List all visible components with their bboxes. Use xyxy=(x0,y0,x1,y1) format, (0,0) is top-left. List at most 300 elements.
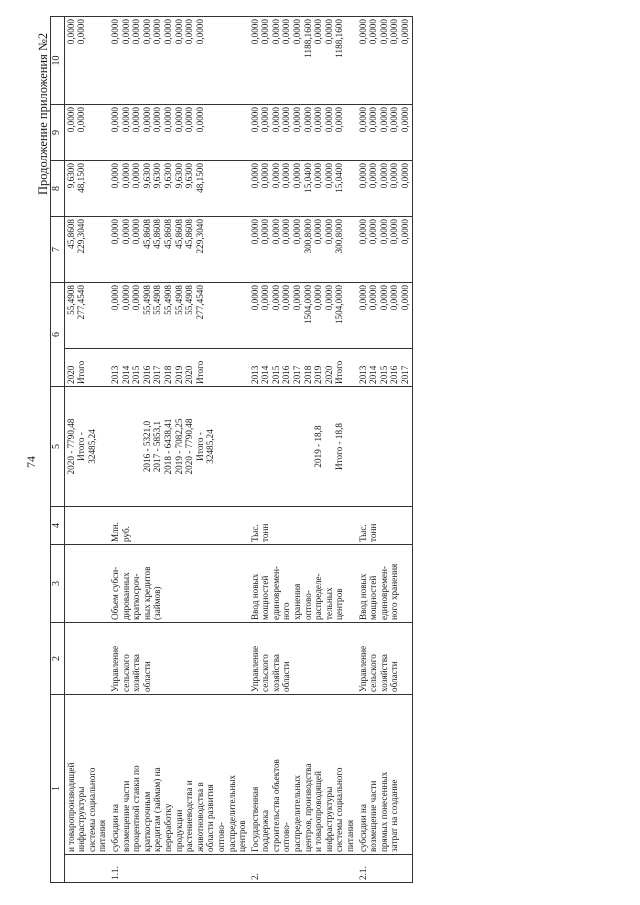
regional-budget-line: 15,0400 xyxy=(334,163,345,193)
indicator-values-line xyxy=(303,389,314,504)
extra-budget-line: 0,0000 xyxy=(162,19,173,45)
row-number-cell: 2. xyxy=(249,855,357,883)
total-funding-line: 1504,0000 xyxy=(302,285,313,325)
years-line: 2017 xyxy=(152,365,163,384)
table-row xyxy=(109,17,249,883)
regional-budget-cell xyxy=(109,161,249,217)
header-cell-3: 3 xyxy=(51,545,65,623)
unit-line: Тыс. xyxy=(357,524,368,542)
header-row xyxy=(51,17,65,883)
header-cell-2: 2 xyxy=(51,623,65,695)
description-line: субсидии на xyxy=(109,804,120,852)
indicator-line: Ввод новых xyxy=(357,573,368,620)
cont-col1-line: и товаропроизводящей xyxy=(65,762,76,852)
local-budget-line: 0,0000 xyxy=(313,107,324,133)
indicator-line: краткосроч- xyxy=(131,573,142,620)
description-line: процентной ставки по xyxy=(131,765,142,852)
extra-budget-line: 0,0000 xyxy=(109,19,120,45)
total-funding-line: 0,0000 xyxy=(260,285,271,311)
extra-budget-line: 0,0000 xyxy=(357,19,368,45)
cont-col1-line: инфраструктуры xyxy=(76,786,87,852)
local-budget-cell xyxy=(357,105,412,161)
indicator-line: Ввод новых xyxy=(249,573,260,620)
responsible-cell xyxy=(109,623,249,695)
regional-budget-line: 15,0400 xyxy=(302,163,313,193)
indicator-values-line xyxy=(271,389,282,504)
federal-budget-line: 0,0000 xyxy=(292,219,303,245)
years-line: 2018 xyxy=(162,365,173,384)
cont-c7-val: 45,8608 xyxy=(65,219,76,249)
continuation-row xyxy=(64,17,109,883)
cont-col5 xyxy=(64,387,109,507)
description-line: оптово- xyxy=(281,822,292,852)
description-line: продукции xyxy=(173,809,184,852)
cont-years xyxy=(64,349,109,387)
extra-budget-line: 0,0000 xyxy=(389,19,400,45)
federal-budget-line: 45,8608 xyxy=(162,219,173,249)
indicator-line: оптово- xyxy=(302,590,313,620)
years-line: Итого xyxy=(194,360,205,384)
years-line: 2013 xyxy=(109,365,120,384)
description-line: системы социального xyxy=(334,767,345,852)
federal-budget-line: 0,0000 xyxy=(270,219,281,245)
total-funding-line: 1504,0000 xyxy=(334,285,345,325)
indicator-values-line: 2016 - 5321,0 xyxy=(141,420,152,473)
cont-c9-val: 0,0000 xyxy=(76,107,87,133)
local-budget-line: 0,0000 xyxy=(184,107,195,133)
description-cell xyxy=(249,695,357,855)
unit-line: тонн xyxy=(260,523,271,542)
indicator-values-line: 2020 - 7790,48 xyxy=(184,418,195,475)
regional-budget-line: 0,0000 xyxy=(357,163,368,189)
local-budget-line: 0,0000 xyxy=(334,107,345,133)
cont-num xyxy=(64,855,109,883)
local-budget-line: 0,0000 xyxy=(141,107,152,133)
regional-budget-line: 0,0000 xyxy=(368,163,379,189)
total-funding-line: 0,0000 xyxy=(313,285,324,311)
cont-col5-line: Итого - xyxy=(76,432,87,461)
unit-cell xyxy=(357,507,412,545)
indicator-line: Объем субси- xyxy=(109,566,120,620)
responsible-line: области xyxy=(281,661,292,692)
years-line: 2014 xyxy=(368,365,379,384)
appendix-table xyxy=(50,16,413,883)
indicator-cell xyxy=(249,545,357,623)
regional-budget-line: 0,0000 xyxy=(270,163,281,189)
responsible-line: хозяйства xyxy=(131,654,142,692)
total-funding-line: 0,0000 xyxy=(292,285,303,311)
header-cell-1: 1 xyxy=(51,695,65,883)
total-funding-line: 0,0000 xyxy=(389,285,400,311)
cont-col5-line: 2020 - 7790,48 xyxy=(65,418,76,475)
total-funding-line: 0,0000 xyxy=(270,285,281,311)
description-line: строительства объектов xyxy=(270,759,281,852)
years-line: 2016 xyxy=(389,365,400,384)
responsible-line: сельского xyxy=(120,654,131,692)
cont-c6-val: 277,4540 xyxy=(76,285,87,320)
extra-budget-cell xyxy=(109,17,249,105)
description-line: центров xyxy=(237,820,248,852)
page-number: 74 xyxy=(24,456,38,468)
unit-line: Млн. xyxy=(109,522,120,542)
description-line: животноводства в xyxy=(194,782,205,852)
regional-budget-line: 0,0000 xyxy=(109,163,120,189)
federal-budget-line: 0,0000 xyxy=(131,219,142,245)
indicator-values-line: 2019 - 7082,25 xyxy=(173,418,184,475)
description-line: растениеводства и xyxy=(184,780,195,852)
regional-budget-line: 0,0000 xyxy=(389,163,400,189)
header-cell-4: 4 xyxy=(51,507,65,545)
header-cell-7: 7 xyxy=(51,217,65,283)
unit-cell xyxy=(249,507,357,545)
years-line: 2015 xyxy=(131,365,142,384)
indicator-line: дированных xyxy=(120,572,131,620)
total-funding-line: 55,4908 xyxy=(152,285,163,315)
responsible-line: области xyxy=(141,661,152,692)
total-funding-line: 55,4908 xyxy=(141,285,152,315)
description-line: поддержка xyxy=(260,809,271,852)
cont-c9 xyxy=(64,105,109,161)
federal-budget-line: 0,0000 xyxy=(120,219,131,245)
description-line: затрат на создание xyxy=(389,779,400,852)
responsible-line: хозяйства xyxy=(270,654,281,692)
years-line: 2015 xyxy=(270,365,281,384)
total-funding-line: 55,4908 xyxy=(162,285,173,315)
description-line: центров, производства xyxy=(302,763,313,852)
federal-budget-line: 0,0000 xyxy=(249,219,260,245)
regional-budget-line: 0,0000 xyxy=(131,163,142,189)
description-line: области развития xyxy=(205,784,216,852)
header-cell-6: 6 xyxy=(51,283,65,387)
local-budget-line: 0,0000 xyxy=(323,107,334,133)
federal-budget-line: 45,8608 xyxy=(152,219,163,249)
description-line: инфраструктуры xyxy=(323,786,334,852)
federal-budget-line: 45,8608 xyxy=(141,219,152,249)
local-budget-line: 0,0000 xyxy=(131,107,142,133)
extra-budget-line: 0,0000 xyxy=(194,19,205,45)
regional-budget-line: 0,0000 xyxy=(120,163,131,189)
years-line: 2013 xyxy=(249,365,260,384)
indicator-line: мощностей xyxy=(260,575,271,620)
cont-c10-val: 0,0000 xyxy=(65,19,76,45)
description-cell xyxy=(357,695,412,855)
responsible-cell xyxy=(357,623,412,695)
regional-budget-line: 9,6300 xyxy=(184,163,195,189)
local-budget-line: 0,0000 xyxy=(378,107,389,133)
indicator-line: хранения xyxy=(292,583,303,620)
federal-budget-line: 0,0000 xyxy=(378,219,389,245)
regional-budget-line: 0,0000 xyxy=(281,163,292,189)
federal-budget-line: 0,0000 xyxy=(260,219,271,245)
years-line: 2013 xyxy=(357,365,368,384)
cont-c9-val: 0,0000 xyxy=(65,107,76,133)
extra-budget-line: 0,0000 xyxy=(281,19,292,45)
indicator-line: ных кредитов xyxy=(141,566,152,620)
federal-budget-cell xyxy=(109,217,249,283)
extra-budget-line: 0,0000 xyxy=(260,19,271,45)
regional-budget-line: 0,0000 xyxy=(378,163,389,189)
federal-budget-line: 45,8608 xyxy=(184,219,195,249)
description-line: распределительных xyxy=(292,774,303,852)
indicator-values-line: 2018 - 6438,41 xyxy=(162,418,173,475)
local-budget-line: 0,0000 xyxy=(109,107,120,133)
cont-c10 xyxy=(64,17,109,105)
extra-budget-line: 0,0000 xyxy=(270,19,281,45)
regional-budget-line: 48,1500 xyxy=(194,163,205,193)
indicator-values-cell xyxy=(249,387,357,507)
federal-budget-cell xyxy=(249,217,357,283)
extra-budget-line: 0,0000 xyxy=(323,19,334,45)
description-line: распределительных xyxy=(226,774,237,852)
years-line: 2018 xyxy=(302,365,313,384)
extra-budget-line: 0,0000 xyxy=(378,19,389,45)
description-line: субсидии на xyxy=(357,804,368,852)
total-funding-line: 0,0000 xyxy=(323,285,334,311)
cont-c7-val: 229,3040 xyxy=(76,219,87,254)
cont-c8 xyxy=(64,161,109,217)
local-budget-line: 0,0000 xyxy=(389,107,400,133)
total-funding-line: 0,0000 xyxy=(368,285,379,311)
years-line: 2015 xyxy=(378,365,389,384)
indicator-values-line xyxy=(260,389,271,504)
responsible-line: сельского xyxy=(368,654,379,692)
total-funding-line: 55,4908 xyxy=(184,285,195,315)
local-budget-line: 0,0000 xyxy=(357,107,368,133)
indicator-values-line xyxy=(324,389,335,504)
local-budget-line: 0,0000 xyxy=(302,107,313,133)
description-line: возмещение части xyxy=(120,780,131,852)
header-cell-5: 5 xyxy=(51,387,65,507)
indicator-line: тельных xyxy=(323,587,334,620)
years-line: 2014 xyxy=(120,365,131,384)
indicator-line: (займов) xyxy=(152,586,163,620)
indicator-line: распределе- xyxy=(313,573,324,620)
total-funding-line: 55,4908 xyxy=(173,285,184,315)
description-line: возмещение части xyxy=(368,780,379,852)
cont-col4 xyxy=(64,507,109,545)
extra-budget-line: 0,0000 xyxy=(249,19,260,45)
federal-budget-line: 300,8000 xyxy=(302,219,313,254)
responsible-cell xyxy=(249,623,357,695)
regional-budget-line: 0,0000 xyxy=(313,163,324,189)
unit-line: Тыс. xyxy=(249,524,260,542)
regional-budget-line: 0,0000 xyxy=(292,163,303,189)
cont-col2 xyxy=(64,623,109,695)
years-cell xyxy=(357,349,412,387)
regional-budget-line: 0,0000 xyxy=(249,163,260,189)
local-budget-line: 0,0000 xyxy=(281,107,292,133)
extra-budget-line: 0,0000 xyxy=(368,19,379,45)
years-line: 2016 xyxy=(141,365,152,384)
federal-budget-line: 0,0000 xyxy=(281,219,292,245)
indicator-values-line xyxy=(131,389,142,504)
indicator-values-line: Итого - 18,8 xyxy=(334,423,345,470)
federal-budget-line: 0,0000 xyxy=(323,219,334,245)
description-line: краткосрочным xyxy=(141,791,152,852)
extra-budget-line: 0,0000 xyxy=(292,19,303,45)
indicator-values-line: 2017 - 5853,1 xyxy=(152,420,163,473)
extra-budget-line: 0,0000 xyxy=(141,19,152,45)
unit-line: тонн xyxy=(368,523,379,542)
indicator-values-line: 32485,24 xyxy=(205,429,216,464)
cont-c6-val: 55,4908 xyxy=(65,285,76,315)
years-line: 2019 xyxy=(173,365,184,384)
cont-c7 xyxy=(64,217,109,283)
description-line: переработку xyxy=(162,803,173,852)
federal-budget-line: 45,8608 xyxy=(173,219,184,249)
total-funding-line: 0,0000 xyxy=(109,285,120,311)
total-funding-cell xyxy=(357,283,412,349)
local-budget-line: 0,0000 xyxy=(292,107,303,133)
local-budget-line: 0,0000 xyxy=(400,107,410,133)
cont-c10-val: 0,0000 xyxy=(76,19,87,45)
local-budget-line: 0,0000 xyxy=(194,107,205,133)
total-funding-line: 0,0000 xyxy=(131,285,142,311)
indicator-values-line: Итого - xyxy=(194,432,205,461)
federal-budget-line: 229,3040 xyxy=(194,219,205,254)
years-line: 2020 xyxy=(184,365,195,384)
table-body xyxy=(51,17,413,883)
indicator-values-line xyxy=(250,389,261,504)
unit-cell xyxy=(109,507,249,545)
extra-budget-line: 0,0000 xyxy=(120,19,131,45)
cont-col1 xyxy=(64,695,109,855)
total-funding-line: 0,0000 xyxy=(357,285,368,311)
header-cell-10: 10 xyxy=(51,17,65,105)
responsible-line: области xyxy=(389,661,400,692)
federal-budget-line: 0,0000 xyxy=(357,219,368,245)
indicator-line: мощностей xyxy=(368,575,379,620)
regional-budget-cell xyxy=(249,161,357,217)
local-budget-cell xyxy=(109,105,249,161)
indicator-line: единовремен- xyxy=(270,566,281,620)
indicator-values-line xyxy=(121,389,132,504)
years-line: 2014 xyxy=(260,365,271,384)
indicator-line: единовремен- xyxy=(378,566,389,620)
indicator-values-line xyxy=(110,389,121,504)
years-cell xyxy=(109,349,249,387)
description-cell xyxy=(109,695,249,855)
extra-budget-cell xyxy=(357,17,412,105)
extra-budget-line: 0,0000 xyxy=(173,19,184,45)
regional-budget-cell xyxy=(357,161,412,217)
cont-year: Итого xyxy=(76,360,87,384)
extra-budget-line: 0,0000 xyxy=(184,19,195,45)
indicator-values-line xyxy=(281,389,292,504)
regional-budget-line: 9,6300 xyxy=(141,163,152,189)
description-line: оптово- xyxy=(215,822,226,852)
cont-c8-val: 9,6300 xyxy=(65,163,76,189)
indicator-values-cell xyxy=(357,387,412,507)
years-line: 2020 xyxy=(323,365,334,384)
indicator-line: центров xyxy=(334,588,345,620)
federal-budget-line: 0,0000 xyxy=(109,219,120,245)
federal-budget-line: 0,0000 xyxy=(400,219,410,245)
years-line: 2016 xyxy=(281,365,292,384)
years-line: 2017 xyxy=(400,365,410,384)
header-cell-8: 8 xyxy=(51,161,65,217)
regional-budget-line: 9,6300 xyxy=(173,163,184,189)
description-line: Государственная xyxy=(249,786,260,852)
row-number-cell: 2.1. xyxy=(357,855,412,883)
indicator-line: ного хранения xyxy=(389,563,400,620)
years-line: Итого xyxy=(334,360,345,384)
appendix-note: Продолжение приложения №2 xyxy=(36,32,50,195)
cont-col1-line: питания xyxy=(97,819,108,852)
responsible-line: хозяйства xyxy=(378,654,389,692)
extra-budget-line: 0,0000 xyxy=(313,19,324,45)
unit-line: руб. xyxy=(120,526,131,542)
local-budget-line: 0,0000 xyxy=(173,107,184,133)
federal-budget-line: 0,0000 xyxy=(313,219,324,245)
table-row xyxy=(249,17,357,883)
row-number-cell: 1.1. xyxy=(109,855,249,883)
cont-c6 xyxy=(64,283,109,349)
total-funding-line: 0,0000 xyxy=(249,285,260,311)
extra-budget-line: 1188,1600 xyxy=(302,19,313,58)
extra-budget-line: 0,0000 xyxy=(131,19,142,45)
cont-col3 xyxy=(64,545,109,623)
header-cell-9: 9 xyxy=(51,105,65,161)
local-budget-line: 0,0000 xyxy=(120,107,131,133)
responsible-line: Управление xyxy=(109,645,120,692)
responsible-line: сельского xyxy=(260,654,271,692)
federal-budget-line: 0,0000 xyxy=(368,219,379,245)
cont-c8-val: 48,1500 xyxy=(76,163,87,193)
local-budget-line: 0,0000 xyxy=(270,107,281,133)
federal-budget-line: 300,8000 xyxy=(334,219,345,254)
local-budget-cell xyxy=(249,105,357,161)
table-row xyxy=(357,17,412,883)
extra-budget-line: 0,0000 xyxy=(400,19,410,45)
extra-budget-cell xyxy=(249,17,357,105)
responsible-line: Управление xyxy=(249,645,260,692)
local-budget-line: 0,0000 xyxy=(162,107,173,133)
total-funding-line: 0,0000 xyxy=(400,285,410,311)
federal-budget-cell xyxy=(357,217,412,283)
description-line: питания xyxy=(345,819,356,852)
cont-year: 2020 xyxy=(65,365,76,384)
regional-budget-line: 0,0000 xyxy=(260,163,271,189)
years-line: 2019 xyxy=(313,365,324,384)
local-budget-line: 0,0000 xyxy=(249,107,260,133)
cont-col1-line: системы социального xyxy=(86,767,97,852)
local-budget-line: 0,0000 xyxy=(260,107,271,133)
federal-budget-line: 0,0000 xyxy=(389,219,400,245)
indicator-line: ного xyxy=(281,602,292,620)
total-funding-line: 0,0000 xyxy=(120,285,131,311)
indicator-cell xyxy=(357,545,412,623)
years-line: 2017 xyxy=(292,365,303,384)
indicator-values-line xyxy=(292,389,303,504)
indicator-values-cell xyxy=(109,387,249,507)
regional-budget-line: 0,0000 xyxy=(400,163,410,189)
indicator-values-line: 2019 - 18,8 xyxy=(313,425,324,468)
total-funding-line: 0,0000 xyxy=(281,285,292,311)
extra-budget-line: 1188,1600 xyxy=(334,19,345,58)
total-funding-cell xyxy=(109,283,249,349)
total-funding-line: 277,4540 xyxy=(194,285,205,320)
local-budget-line: 0,0000 xyxy=(368,107,379,133)
local-budget-line: 0,0000 xyxy=(152,107,163,133)
regional-budget-line: 9,6300 xyxy=(152,163,163,189)
description-line: прямых понесенных xyxy=(378,771,389,852)
regional-budget-line: 9,6300 xyxy=(162,163,173,189)
responsible-line: Управление xyxy=(357,645,368,692)
total-funding-line: 0,0000 xyxy=(378,285,389,311)
extra-budget-line: 0,0000 xyxy=(152,19,163,45)
description-line: кредитам (займам) на xyxy=(152,767,163,852)
